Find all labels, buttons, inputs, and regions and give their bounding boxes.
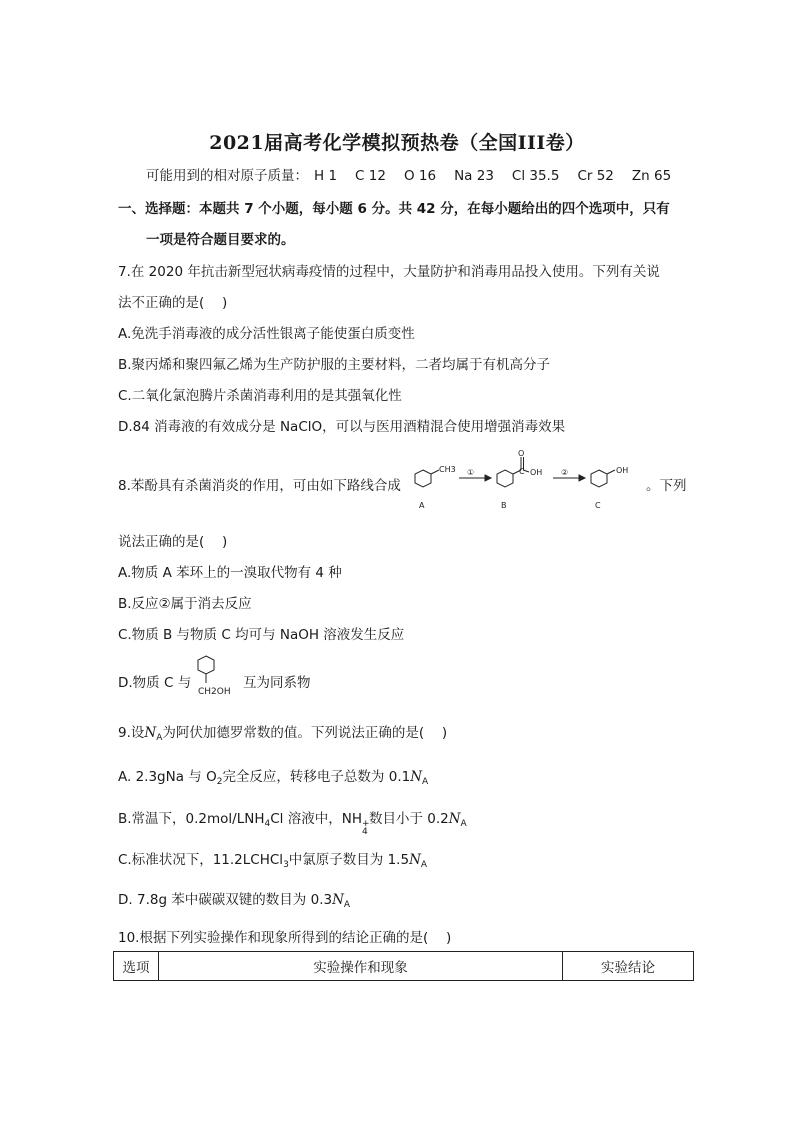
step-2: ② bbox=[561, 468, 569, 477]
avogadro-symbol: N bbox=[409, 852, 421, 868]
subscript: 4 bbox=[361, 827, 368, 837]
atomic-masses-label: 可能用到的相对原子质量： bbox=[146, 168, 308, 184]
q8-option-b: B.反应②属于消去反应 bbox=[118, 596, 252, 612]
mass-item: Cl 35.5 bbox=[511, 168, 560, 184]
header-conclusion: 实验结论 bbox=[563, 952, 694, 981]
header-operation: 实验操作和现象 bbox=[159, 952, 563, 981]
subscript: A bbox=[420, 860, 428, 870]
label-b: B bbox=[501, 501, 507, 510]
table-header-row bbox=[114, 952, 694, 981]
q8-option-a: A.物质 A 苯环上的一溴取代物有 4 种 bbox=[118, 565, 342, 581]
text: D. 7.8g 苯中碳碳双键的数目为 0.3 bbox=[118, 892, 333, 908]
label-a: A bbox=[419, 501, 425, 510]
text: B.常温下，0.2mol/LNH bbox=[118, 811, 265, 827]
q9-option-b bbox=[118, 807, 467, 837]
avogadro-symbol: N bbox=[332, 892, 344, 908]
q8-option-c: C.物质 B 与物质 C 均可与 NaOH 溶液发生反应 bbox=[118, 627, 405, 643]
q9-stem bbox=[118, 721, 447, 743]
group-c: C bbox=[519, 467, 525, 476]
text: 中氯原子数目为 1.5 bbox=[288, 852, 410, 868]
q10-stem: 10.根据下列实验操作和现象所得到的结论正确的是( ) bbox=[118, 930, 452, 946]
text: 为阿伏加德罗常数的值。下列说法正确的是( ) bbox=[162, 725, 448, 741]
subscript: 4 bbox=[264, 819, 271, 829]
q9-option-c bbox=[118, 848, 427, 870]
text: Cl 溶液中，NH bbox=[270, 811, 362, 827]
header-option: 选项 bbox=[114, 952, 159, 981]
benzene-ring-b bbox=[497, 470, 513, 487]
q7-stem-cont: 法不正确的是( ) bbox=[118, 295, 228, 311]
page-title: 2021届高考化学模拟预热卷（全国III卷） bbox=[209, 132, 585, 154]
subscript: A bbox=[422, 777, 429, 787]
text: C.标准状况下，11.2LCHCl bbox=[118, 852, 284, 868]
mass-item: Zn 65 bbox=[631, 168, 672, 184]
benzene-ring-c bbox=[591, 470, 607, 487]
q7-option-c: C.二氧化氯泡腾片杀菌消毒利用的是其强氧化性 bbox=[118, 388, 402, 404]
q8-stem-tail: 。下列 bbox=[646, 478, 687, 494]
section-header: 一、选择题：本题共 7 个小题，每小题 6 分。共 42 分，在每小题给出的四个选项中，只有 bbox=[118, 201, 670, 217]
group-oh: OH bbox=[616, 466, 629, 475]
mass-item: H 1 bbox=[314, 168, 338, 184]
mass-item: O 16 bbox=[403, 168, 437, 184]
group-ch2oh: CH2OH bbox=[198, 687, 231, 697]
q8-option-d-tail: 互为同系物 bbox=[243, 675, 311, 691]
group-oh: OH bbox=[530, 468, 543, 477]
benzene-ring bbox=[198, 656, 214, 674]
q7-option-a: A.免洗手消毒液的成分活性银离子能使蛋白质变性 bbox=[118, 326, 415, 342]
mass-item: C 12 bbox=[355, 168, 386, 184]
text: A. 2.3gNa 与 O bbox=[118, 769, 217, 785]
mass-item: Na 23 bbox=[454, 168, 494, 184]
group-ch3: CH3 bbox=[439, 465, 456, 474]
q8-stem: 8.苯酚具有杀菌消炎的作用，可由如下路线合成 bbox=[118, 478, 401, 494]
subscript: 3 bbox=[283, 860, 289, 870]
text: 完全反应，转移电子总数为 0.1 bbox=[222, 769, 411, 785]
synthesis-scheme bbox=[405, 448, 645, 514]
q9-option-d bbox=[118, 888, 350, 910]
subscript: 2 bbox=[216, 777, 223, 787]
group-o: O bbox=[518, 449, 525, 458]
avogadro-symbol: N bbox=[410, 769, 423, 785]
subscript: A bbox=[343, 900, 351, 910]
label-c: C bbox=[595, 501, 601, 510]
atomic-masses bbox=[146, 164, 689, 184]
q7-option-b: B.聚丙烯和聚四氟乙烯为生产防护服的主要材料，二者均属于有机高分子 bbox=[118, 357, 551, 373]
superscript: + bbox=[361, 819, 370, 829]
text: 数目小于 0.2 bbox=[368, 811, 449, 827]
q9-option-a bbox=[118, 765, 428, 787]
experiment-table bbox=[113, 951, 694, 981]
q7-stem: 7.在 2020 年抗击新型冠状病毒疫情的过程中，大量防护和消毒用品投入使用。下列有关说 bbox=[118, 264, 660, 280]
step-1: ① bbox=[467, 468, 475, 477]
q8-option-d: D.物质 C 与 bbox=[118, 675, 192, 691]
mass-item: Cr 52 bbox=[577, 168, 614, 184]
avogadro-symbol: N bbox=[448, 811, 461, 827]
q7-option-d: D.84 消毒液的有效成分是 NaClO，可以与医用酒精混合使用增强消毒效果 bbox=[118, 419, 566, 435]
avogadro-symbol: N bbox=[144, 725, 157, 741]
subscript: A bbox=[156, 733, 163, 743]
text: 9.设 bbox=[118, 725, 145, 741]
benzene-ring-a bbox=[415, 470, 431, 487]
section-header-cont: 一项是符合题目要求的。 bbox=[146, 232, 295, 248]
q8-stem-cont: 说法正确的是( ) bbox=[118, 534, 228, 550]
subscript: A bbox=[460, 819, 467, 829]
